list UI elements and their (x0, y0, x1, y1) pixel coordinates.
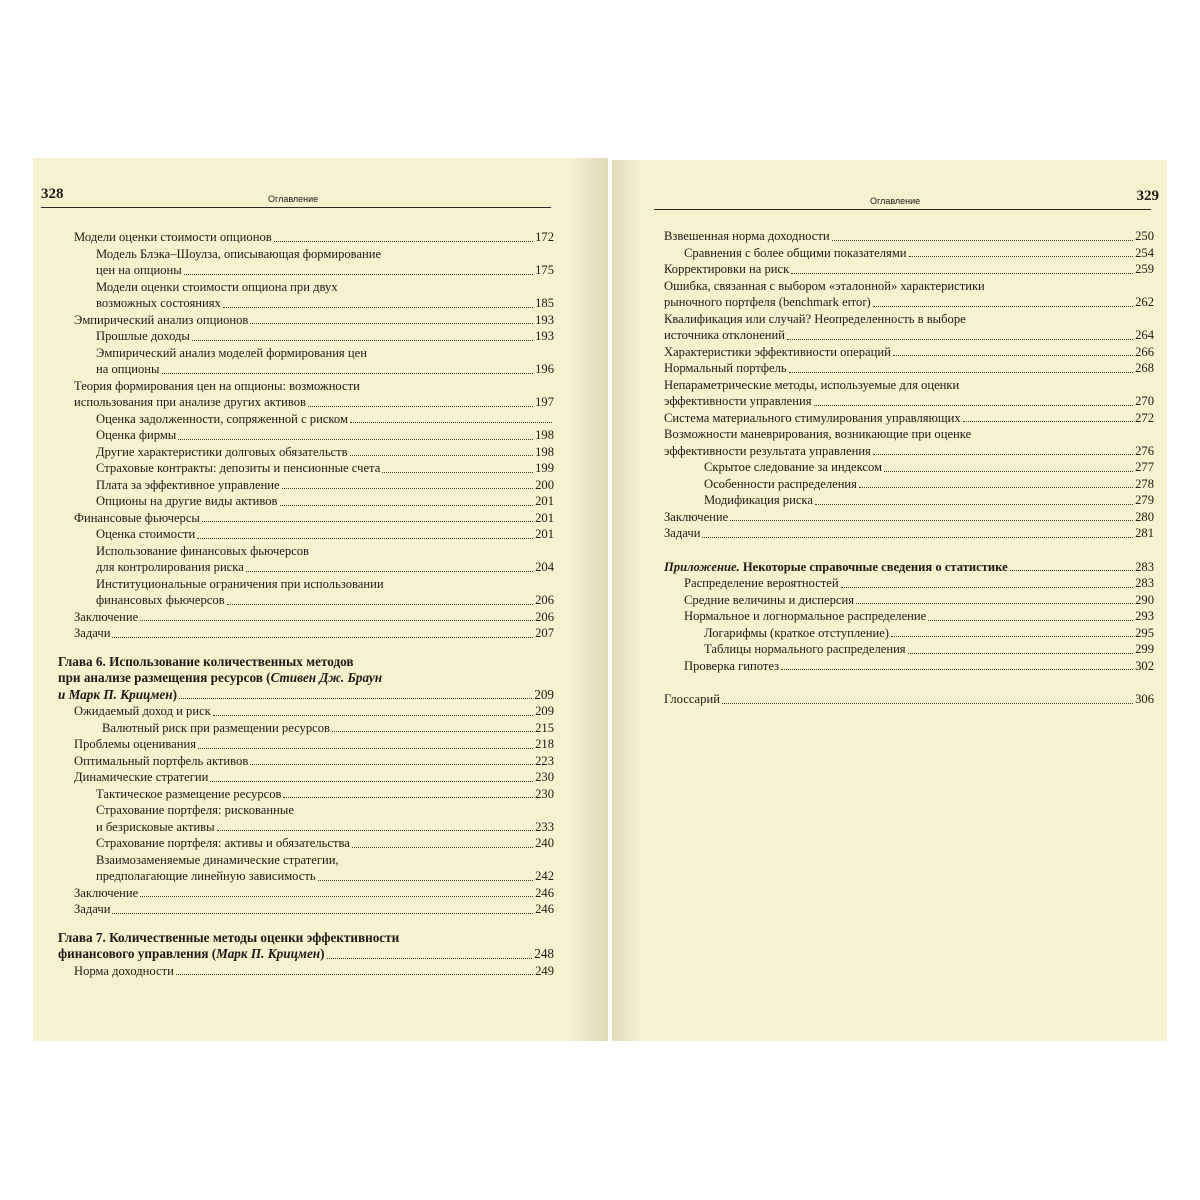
dot-leader (223, 306, 533, 308)
toc-entry-title: Задачи (74, 902, 111, 916)
page-ref: 295 (1135, 625, 1154, 640)
chapter-7-author: Марк П. Крицмен (216, 946, 321, 961)
page-ref: 249 (535, 963, 554, 978)
toc-entry-title: Задачи (74, 626, 111, 640)
page-ref: 277 (1135, 460, 1154, 474)
toc-entry-title: использования при анализе других активов (74, 395, 306, 409)
toc-entry-title: на опционы (96, 362, 160, 376)
dot-leader (318, 879, 533, 881)
page-ref: 193 (535, 329, 554, 343)
page-ref: 283 (1135, 576, 1154, 590)
dot-leader (873, 305, 1133, 307)
page-ref: 246 (535, 885, 554, 900)
toc-entry (58, 543, 554, 576)
dot-leader (112, 636, 533, 638)
toc-entry-title: Проблемы оценивания (74, 737, 196, 751)
page-ref: 270 (1135, 394, 1154, 408)
toc-entry-title: цен на опционы (96, 263, 182, 277)
dot-leader (893, 354, 1133, 356)
dot-leader (350, 454, 534, 456)
dot-leader (140, 895, 533, 897)
appendix-entries (664, 575, 1154, 674)
toc-entry (58, 625, 554, 642)
running-head: Оглавление (870, 196, 921, 206)
toc-entry-title: Оптимальный портфель активов (74, 753, 249, 768)
dot-leader (787, 338, 1133, 340)
toc-entry-title: Особенности распределения (704, 476, 857, 491)
toc-entry-title: возможных состояниях (96, 296, 221, 310)
glossary-label: Глоссарий (664, 692, 720, 706)
toc-entry (664, 492, 1154, 509)
toc-entry-title: Финансовые фьючерсы (74, 510, 200, 525)
toc-entry-title: Плата за эффективное управление (96, 477, 280, 492)
page-ref: 250 (1135, 229, 1154, 243)
page-ref: 242 (535, 869, 554, 883)
toc-entry (58, 901, 554, 918)
toc-entry-title: Модель Блэка–Шоулза, описывающая формирование (96, 246, 382, 261)
page-ref: 278 (1135, 476, 1154, 491)
toc-entry (58, 963, 554, 980)
dot-leader (250, 322, 533, 324)
dot-leader (814, 404, 1134, 406)
toc-entry (58, 720, 554, 737)
toc-entry (664, 278, 1154, 311)
toc-entry-title: эффективности управления (664, 394, 812, 408)
toc-entry-title: Динамические стратегии (74, 770, 209, 784)
toc-entry-title: предполагающие линейную зависимость (96, 869, 316, 883)
dot-leader (192, 339, 533, 341)
page-ref: 209 (534, 686, 554, 702)
page-ref: 259 (1135, 262, 1154, 276)
page-ref: 254 (1135, 245, 1154, 260)
dot-leader (162, 372, 534, 374)
page-ref: 206 (535, 593, 554, 607)
header-rule (654, 209, 1151, 210)
toc-entry (58, 328, 554, 345)
toc-entry (664, 228, 1154, 245)
page-ref: 299 (1135, 642, 1154, 656)
dot-leader (184, 273, 533, 275)
toc-entry-title: Страхование портфеля: рискованные (96, 803, 294, 817)
toc-entry-title: Оценка задолженности, сопряженной с риском (96, 411, 348, 426)
page-ref: 218 (535, 737, 554, 751)
dot-leader (789, 371, 1133, 373)
dot-leader (198, 747, 533, 749)
toc-entry (664, 311, 1154, 344)
dot-leader (250, 763, 533, 765)
toc-entry-title: для контролирования риска (96, 560, 244, 574)
page-ref: 268 (1135, 361, 1154, 375)
chapter-7-title-line2: финансового управления ( (58, 946, 217, 961)
toc-entry-title: Модификация риска (704, 493, 813, 507)
page-ref: 197 (535, 395, 554, 409)
toc-entry (664, 641, 1154, 658)
dot-leader (332, 730, 533, 732)
left-page (33, 158, 608, 1041)
dot-leader (178, 438, 533, 440)
toc-entry (664, 360, 1154, 377)
toc-entry (58, 460, 554, 477)
toc-entry-title: Скрытое следование за индексом (704, 460, 883, 474)
page-ref: 175 (535, 263, 554, 277)
page-ref: 279 (1135, 493, 1154, 507)
dot-leader (202, 520, 533, 522)
dot-leader (352, 846, 533, 848)
toc-entry-title: Страхование портфеля: активы и обязательства (96, 836, 350, 850)
page-ref: 266 (1135, 344, 1154, 359)
toc-entry-title: Модели оценки стоимости опционов (74, 230, 272, 244)
toc-entry-title: Прошлые доходы (96, 329, 190, 343)
chapter-6-author-2: и Марк П. Крицмен (58, 686, 173, 702)
toc-entry-title: Опционы на другие виды активов (96, 494, 278, 508)
toc-entry (664, 344, 1154, 361)
page-ref: 199 (535, 461, 554, 475)
toc-entry (664, 625, 1154, 642)
page-ref: 201 (535, 494, 554, 508)
toc-entry-title: финансовых фьючерсов (96, 593, 225, 607)
page-ref: 185 (535, 296, 554, 310)
toc-entry (58, 493, 554, 510)
page-ref: 248 (534, 946, 554, 961)
toc-entry-title: Заключение (664, 509, 729, 524)
dot-leader (702, 536, 1133, 538)
toc-entry (664, 476, 1154, 493)
page-ref: 280 (1135, 509, 1154, 524)
dot-leader (909, 255, 1134, 257)
toc-entry-title: Средние величины и дисперсия (684, 592, 855, 607)
toc-entry-title: Нормальное и логнормальное распределение (684, 609, 927, 623)
toc-entry (664, 245, 1154, 262)
toc-entry-title: Распределение вероятностей (684, 576, 839, 590)
toc-entry-title: Проверка гипотез (684, 658, 780, 673)
appendix-title: Некоторые справочные сведения о статистике (739, 559, 1008, 574)
toc-entry (58, 526, 554, 543)
page-ref: 201 (535, 510, 554, 525)
dot-leader (908, 652, 1134, 654)
page-ref: 290 (1135, 592, 1154, 607)
toc-entry-title: Другие характеристики долговых обязательств (96, 444, 348, 459)
toc-entry-title: Ошибка, связанная с выбором «эталонной» характеристики (664, 278, 985, 293)
page-ref: 276 (1135, 443, 1154, 458)
page-ref: 193 (535, 312, 554, 327)
toc-entry-title: Нормальный портфель (664, 361, 787, 375)
chapter-6-title-line2: при анализе размещения ресурсов ( (58, 670, 271, 685)
appendix-label: Приложение. (664, 559, 740, 574)
page-ref: 283 (1135, 559, 1154, 574)
chapter-6-title-line1: Глава 6. Использование количественных методов (58, 653, 354, 669)
toc-entry (664, 261, 1154, 278)
toc-entry-title: Задачи (664, 526, 701, 540)
toc-entry (58, 835, 554, 852)
dot-leader (227, 603, 534, 605)
page-ref: 198 (535, 444, 554, 459)
page-ref: 302 (1135, 658, 1154, 673)
dot-leader (382, 471, 533, 473)
dot-leader (884, 470, 1133, 472)
toc-entry-title: Оценка стоимости (96, 527, 196, 541)
dot-leader (308, 405, 533, 407)
toc-entry-title: Теория формирования цен на опционы: возможности (74, 378, 360, 393)
toc-entry-title: Квалификация или случай? Неопределенность в выборе (664, 311, 966, 326)
toc-entry (58, 427, 554, 444)
dot-leader (213, 714, 533, 716)
dot-leader (280, 504, 534, 506)
toc-entry (58, 312, 554, 329)
page-ref: 198 (535, 428, 554, 442)
toc-entry (58, 786, 554, 803)
page-ref: 262 (1135, 295, 1154, 309)
toc-entry (664, 525, 1154, 542)
toc-entry-title: Возможности маневрирования, возникающие при оценке (664, 427, 972, 441)
dot-leader (781, 668, 1133, 670)
dot-leader (217, 829, 534, 831)
dot-leader (815, 503, 1133, 505)
toc-entry (664, 377, 1154, 410)
page-ref: 223 (535, 753, 554, 768)
page-ref: 240 (535, 836, 554, 850)
dot-leader (791, 272, 1133, 274)
toc-entry (58, 885, 554, 902)
toc-entry-title: Взаимозаменяемые динамические стратегии, (96, 852, 339, 867)
page-ref: 246 (535, 902, 554, 916)
toc-entry-title: эффективности результата управления (664, 443, 871, 458)
toc-entry (58, 852, 554, 885)
dot-leader (730, 519, 1133, 521)
page-ref: 201 (535, 527, 554, 541)
toc-entry (58, 477, 554, 494)
page-number: 328 (41, 186, 64, 202)
dot-leader (210, 780, 533, 782)
chapter-6-entries (58, 703, 554, 918)
toc-entry-title: Корректировки на риск (664, 262, 790, 276)
toc-entry-title: Непараметрические методы, используемые для оценки (664, 377, 960, 392)
dot-leader (283, 796, 533, 798)
toc-entries (58, 229, 554, 642)
toc-left (58, 229, 554, 979)
toc-entry-title: Эмпирический анализ моделей формирования цен (96, 345, 367, 360)
page-ref: 209 (535, 704, 554, 718)
toc-entry (58, 378, 554, 411)
toc-entry-title: Заключение (74, 609, 139, 624)
toc-entry-title: Взвешенная норма доходности (664, 229, 830, 243)
dot-leader (350, 421, 552, 423)
appendix-heading (664, 559, 1154, 576)
toc-entry-title: Использование финансовых фьючерсов (96, 543, 309, 558)
page-ref: 233 (535, 819, 554, 834)
dot-leader (891, 635, 1133, 637)
toc-entry (58, 769, 554, 786)
toc-entry-title: Модели оценки стоимости опциона при двух (96, 279, 338, 294)
page-ref: 196 (535, 362, 554, 376)
dot-leader (176, 973, 533, 975)
toc-entry-title: Норма доходности (74, 963, 174, 978)
dot-leader (841, 586, 1133, 588)
toc-right (664, 228, 1154, 708)
dot-leader (856, 602, 1133, 604)
toc-entry-title: Система материального стимулирования управляющих (664, 410, 961, 425)
toc-entry (664, 426, 1154, 459)
toc-entry-title: источника отклонений (664, 328, 785, 342)
right-page (612, 160, 1167, 1041)
toc-entry (664, 575, 1154, 592)
page-ref: 272 (1135, 410, 1154, 425)
page-number: 329 (1136, 188, 1159, 204)
toc-entry (664, 459, 1154, 476)
page-ref: 172 (535, 230, 554, 244)
toc-entry-title: Заключение (74, 885, 139, 900)
toc-entry-title: Характеристики эффективности операций (664, 344, 891, 359)
toc-entry-title: Эмпирический анализ опционов (74, 312, 249, 327)
toc-entry (58, 753, 554, 770)
dot-leader (873, 453, 1133, 455)
dot-leader (274, 240, 533, 242)
toc-entry (664, 509, 1154, 526)
page-ref: 264 (1135, 328, 1154, 342)
page-ref: 293 (1135, 609, 1154, 623)
toc-entry (664, 658, 1154, 675)
toc-entry-title: Ожидаемый доход и риск (74, 704, 211, 718)
chapter-7-title-line1: Глава 7. Количественные методы оценки эффективности (58, 929, 400, 945)
page-ref: 306 (1135, 692, 1154, 706)
toc-entry-title: Сравнения с более общими показателями (684, 245, 907, 260)
toc-entry-title: рыночного портфеля (benchmark error) (664, 295, 871, 309)
dot-leader (832, 239, 1133, 241)
toc-entry (58, 345, 554, 378)
toc-entry-title: Тактическое размещение ресурсов (96, 786, 282, 801)
toc-entry (664, 410, 1154, 427)
page-ref: 200 (535, 477, 554, 492)
toc-entry (664, 592, 1154, 609)
toc-entry-title: Логарифмы (краткое отступление) (704, 625, 889, 640)
dot-leader (140, 619, 533, 621)
page-ref: 215 (535, 720, 554, 735)
glossary-entry (664, 691, 1154, 708)
page-ref: 281 (1135, 526, 1154, 540)
chapter-6-heading (58, 654, 554, 704)
toc-entries (664, 228, 1154, 542)
toc-entry (58, 444, 554, 461)
header-rule (41, 207, 551, 208)
page-ref: 207 (535, 626, 554, 640)
toc-entry (58, 609, 554, 626)
chapter-6-author: Стивен Дж. Браун (270, 670, 383, 685)
dot-leader (859, 486, 1133, 488)
toc-entry (58, 246, 554, 279)
chapter-6-last-line: и Марк П. Крицмен) 209 (58, 686, 554, 702)
dot-leader (112, 912, 533, 914)
toc-entry-title: Валютный риск при размещении ресурсов (102, 720, 330, 735)
toc-entry-title: Страховые контракты: депозиты и пенсионные счета (96, 461, 381, 475)
dot-leader (963, 420, 1133, 422)
toc-entry (664, 608, 1154, 625)
toc-entry (58, 802, 554, 835)
toc-entry (58, 279, 554, 312)
toc-entry (58, 510, 554, 527)
dot-leader (246, 570, 533, 572)
page-ref: 230 (535, 770, 554, 784)
chapter-7-entries (58, 963, 554, 980)
page-ref: 204 (535, 560, 554, 574)
toc-entry-title: Институциональные ограничения при использовании (96, 576, 384, 591)
toc-entry (58, 703, 554, 720)
page-ref: 206 (535, 609, 554, 624)
chapter-7-heading: Глава 7. Количественные методы оценки эффективности финансового управления (Марк П. Крицмен) 248 (58, 929, 554, 961)
toc-entry-title: Таблицы нормального распределения (704, 642, 906, 656)
toc-entry (58, 411, 554, 428)
running-head: Оглавление (268, 194, 319, 204)
toc-entry (58, 576, 554, 609)
dot-leader (928, 619, 1133, 621)
toc-entry-title: и безрисковые активы (96, 819, 215, 834)
toc-entry (58, 736, 554, 753)
page-ref: 230 (535, 786, 554, 801)
toc-entry-title: Оценка фирмы (96, 428, 177, 442)
dot-leader (197, 537, 533, 539)
toc-entry (58, 229, 554, 246)
dot-leader (282, 487, 533, 489)
